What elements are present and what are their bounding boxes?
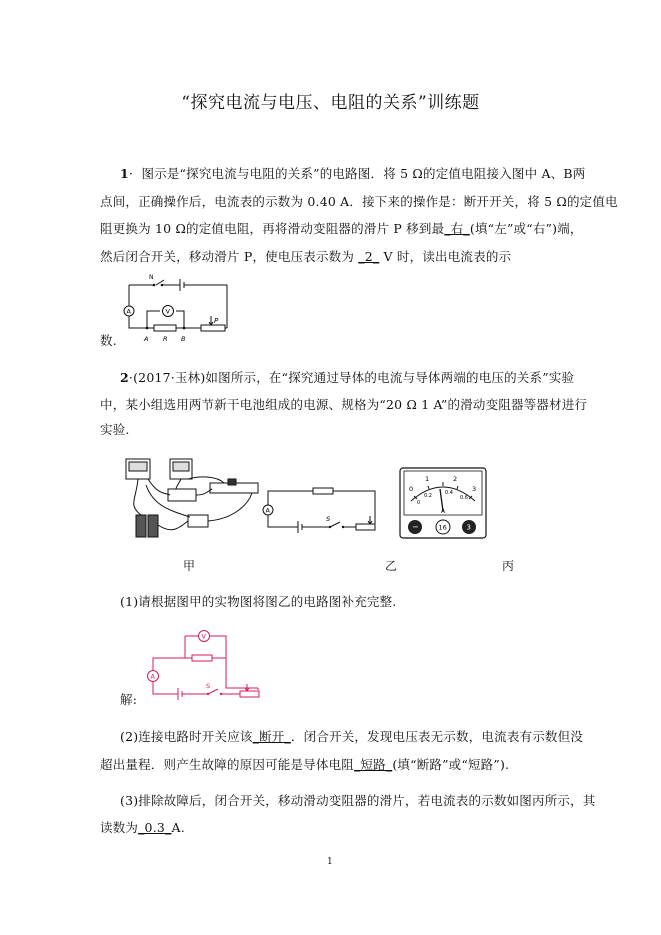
q1-line-5: 数. <box>100 333 117 348</box>
dial-tick-0: 0 <box>409 485 414 493</box>
q2-sub2-answer-2: _短路_ <box>354 757 393 772</box>
q2-line-3: 实验. <box>100 422 130 437</box>
solution-ammeter-label: A <box>150 672 155 681</box>
q2-line-2: 中，某小组选用两节新干电池组成的电源、规格为“20 Ω 1 A”的滑动变阻器等器材进行 <box>100 397 588 412</box>
q2-sub3-answer: _0.3_ <box>138 820 172 835</box>
terminal-3: 3 <box>466 523 471 532</box>
q1-voltmeter-label: V <box>165 307 170 316</box>
apparatus-battery-1 <box>136 515 146 537</box>
caption-jia: 甲 <box>183 559 196 573</box>
q2-sub2-line-2: 超出量程．则产生故障的原因可能是导体电阻_短路_(填“断路”或“短路”). <box>100 757 510 772</box>
terminal-minus: − <box>412 522 419 532</box>
dial-subtick-06: 0.6 <box>460 495 468 501</box>
q1-ammeter-label: A <box>126 307 131 316</box>
dial-tick-1: 1 <box>425 475 430 483</box>
q1-text: 图示是“探究电流与电阻的关系”的电路图．将 5 Ω的定值电阻接入图中 A、B两 <box>141 166 586 181</box>
q1-circuit-diagram <box>118 268 238 348</box>
q1-point-a-label: A <box>144 335 149 343</box>
q2-yi-switch-label: S <box>326 515 331 523</box>
q2-circuit-incomplete <box>258 483 383 541</box>
q1-answer-2: _2_ <box>358 249 380 264</box>
caption-yi: 乙 <box>385 559 398 573</box>
q2-text: (2017·玉林)如图所示，在“探究通过导体的电流与导体两端的电压的关系”实验 <box>133 370 575 385</box>
dial-unit: A <box>441 508 446 515</box>
q1-answer-1: _右_ <box>444 221 470 236</box>
q2-yi-ammeter-label: A <box>265 506 270 515</box>
q2-sub1: (1)请根据图甲的实物图将图乙的电路图补充完整. <box>120 594 397 609</box>
q2-sub3-line-1: (3)排除故障后，闭合开关，移动滑动变阻器的滑片，若电流表的示数如图丙所示，其 <box>120 793 596 808</box>
apparatus-battery-2 <box>148 515 158 537</box>
solution-label: 解: <box>120 692 138 707</box>
q2-apparatus-photo <box>118 455 268 541</box>
q2-sub2-line-1: (2)连接电路时开关应该_断开_．闭合开关，发现电压表无示数，电流表有示数但没 <box>120 729 584 744</box>
q2-number: 2 <box>120 370 129 385</box>
apparatus-resistor <box>168 489 196 501</box>
page-title: “探究电流与电压、电阻的关系”训练题 <box>181 93 480 113</box>
q2-line-1: 2·(2017·玉林)如图所示，在“探究通过导体的电流与导体两端的电压的关系”实验 <box>120 370 575 385</box>
dial-tick-2: 2 <box>453 475 458 483</box>
q2-sub3-line-2: 读数为_0.3_A. <box>100 820 185 835</box>
q1-number: 1 <box>120 166 129 181</box>
caption-bing: 丙 <box>502 559 515 573</box>
terminal-06: 16 <box>438 523 447 532</box>
solution-switch-label: S <box>206 682 211 690</box>
q1-resistor-label: R <box>163 335 168 343</box>
dial-subtick-02: 0.2 <box>424 493 432 499</box>
q1-sep: · <box>128 166 134 181</box>
q1-switch-label: N <box>149 274 154 281</box>
dial-tick-3: 3 <box>472 485 477 493</box>
page-number: 1 <box>327 857 333 867</box>
q1-line-1 <box>120 160 586 188</box>
q2-sub2-answer-1: _断开_ <box>252 729 291 744</box>
q2-solution-circuit <box>140 626 265 706</box>
dial-subtick-04: 0.4 <box>445 490 453 496</box>
q1-line-2: 点间，正确操作后，电流表的示数为 0.40 A．接下来的操作是：断开开关，将 5 Ω的定值电 <box>100 194 618 209</box>
q1-line-3: 阻更换为 10 Ω的定值电阻，再将滑动变阻器的滑片 P 移到最_右_(填“左”或“右”)端， <box>100 221 583 236</box>
q1-line-4: 然后闭合开关，移动滑片 P，使电压表示数为 _2_ V 时，读出电流表的示 <box>100 249 512 264</box>
q1-slider-label: P <box>214 317 219 325</box>
apparatus-switch <box>188 515 208 527</box>
q2-ammeter-dial <box>399 467 487 539</box>
solution-voltmeter-label: V <box>201 632 206 641</box>
q1-point-b-label: B <box>181 335 186 343</box>
dial-subtick-0: 0 <box>417 500 421 506</box>
